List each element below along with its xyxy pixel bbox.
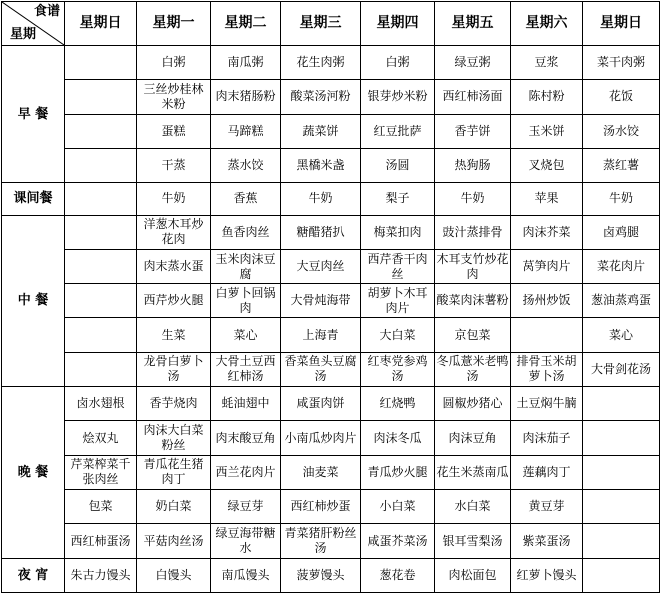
menu-cell (65, 318, 137, 352)
meal-row (2, 249, 660, 283)
menu-cell: 木耳支竹炒花肉 (435, 249, 511, 283)
day-header: 星期三 (281, 2, 361, 46)
day-header: 星期五 (435, 2, 511, 46)
menu-cell: 玉米饼 (511, 114, 583, 148)
meal-row (2, 80, 660, 114)
day-header: 星期六 (511, 2, 583, 46)
menu-cell: 肉末猪肠粉 (211, 80, 281, 114)
menu-cell: 梅菜扣肉 (361, 215, 435, 249)
menu-cell: 紫菜蛋汤 (511, 524, 583, 558)
menu-cell: 苹果 (511, 183, 583, 215)
menu-cell: 香蕉 (211, 183, 281, 215)
menu-cell (583, 455, 660, 489)
menu-cell (65, 80, 137, 114)
menu-cell: 红萝卜馒头 (511, 558, 583, 592)
menu-cell: 烩双丸 (65, 421, 137, 455)
meal-row (2, 114, 660, 148)
menu-cell: 酸菜汤河粉 (281, 80, 361, 114)
day-header: 星期日 (65, 2, 137, 46)
menu-cell: 糖醋猪扒 (281, 215, 361, 249)
day-header: 星期二 (211, 2, 281, 46)
menu-cell: 酸菜肉沫薯粉 (435, 284, 511, 318)
menu-cell: 花生米蒸南瓜 (435, 455, 511, 489)
menu-cell: 红豆批萨 (361, 114, 435, 148)
menu-cell: 汤水饺 (583, 114, 660, 148)
menu-cell: 西红柿蛋汤 (65, 524, 137, 558)
menu-cell: 包菜 (65, 490, 137, 524)
menu-cell: 上海青 (281, 318, 361, 352)
menu-cell: 葱花卷 (361, 558, 435, 592)
menu-cell: 西兰花肉片 (211, 455, 281, 489)
day-header: 星期一 (137, 2, 211, 46)
menu-cell: 菠萝馒头 (281, 558, 361, 592)
menu-cell: 干蒸 (137, 148, 211, 182)
menu-cell: 豆浆 (511, 46, 583, 80)
menu-cell: 卤水翅根 (65, 387, 137, 421)
menu-cell: 冬瓜薏米老鸭汤 (435, 352, 511, 386)
meal-row (2, 524, 660, 558)
menu-cell: 青瓜花生猪肉丁 (137, 455, 211, 489)
menu-cell: 蒸红薯 (583, 148, 660, 182)
menu-cell: 绿豆粥 (435, 46, 511, 80)
menu-cell: 生菜 (137, 318, 211, 352)
meal-row (2, 490, 660, 524)
menu-cell: 葱油蒸鸡蛋 (583, 284, 660, 318)
menu-cell (583, 524, 660, 558)
menu-cell: 白粥 (137, 46, 211, 80)
corner-label-weekday: 星期 (10, 27, 37, 42)
meal-label-supper: 夜 宵 (2, 558, 65, 592)
menu-cell: 红烧鸭 (361, 387, 435, 421)
menu-cell: 水白菜 (435, 490, 511, 524)
menu-cell: 南瓜粥 (211, 46, 281, 80)
menu-cell (65, 284, 137, 318)
menu-cell: 花生肉粥 (281, 46, 361, 80)
menu-cell: 绿豆芽 (211, 490, 281, 524)
menu-cell: 香菜鱼头豆腐汤 (281, 352, 361, 386)
menu-cell: 鱼香肉丝 (211, 215, 281, 249)
meal-row (2, 46, 660, 80)
menu-cell: 蒸水饺 (211, 148, 281, 182)
menu-cell: 大骨土豆西红柿汤 (211, 352, 281, 386)
header-row (2, 2, 660, 46)
menu-cell (65, 352, 137, 386)
menu-cell: 圆椒炒猪心 (435, 387, 511, 421)
menu-cell: 白粥 (361, 46, 435, 80)
menu-cell: 西红柿炒蛋 (281, 490, 361, 524)
menu-cell (583, 421, 660, 455)
menu-cell: 肉沫豆角 (435, 421, 511, 455)
weekly-menu-table (1, 1, 660, 593)
menu-cell: 大骨炖海带 (281, 284, 361, 318)
menu-cell: 绿豆海带糖水 (211, 524, 281, 558)
meal-row (2, 352, 660, 386)
menu-cell: 牛奶 (583, 183, 660, 215)
menu-cell: 扬州炒饭 (511, 284, 583, 318)
menu-cell (583, 490, 660, 524)
menu-body (2, 46, 660, 593)
meal-row (2, 421, 660, 455)
meal-row (2, 455, 660, 489)
menu-cell (511, 318, 583, 352)
menu-cell: 陈村粉 (511, 80, 583, 114)
menu-cell: 龙骨白萝卜汤 (137, 352, 211, 386)
menu-cell: 青瓜炒火腿 (361, 455, 435, 489)
day-header: 星期日 (583, 2, 660, 46)
menu-cell: 咸蛋芥菜汤 (361, 524, 435, 558)
menu-cell: 白馒头 (137, 558, 211, 592)
menu-cell: 黑橋米盏 (281, 148, 361, 182)
menu-cell: 肉松面包 (435, 558, 511, 592)
menu-cell: 小白菜 (361, 490, 435, 524)
menu-cell: 牛奶 (137, 183, 211, 215)
meal-label-snack: 课间餐 (2, 183, 65, 215)
meal-row (2, 148, 660, 182)
meal-label-lunch: 中 餐 (2, 215, 65, 387)
menu-cell: 胡萝卜木耳肉片 (361, 284, 435, 318)
menu-cell: 平菇肉丝汤 (137, 524, 211, 558)
menu-cell: 蚝油翅中 (211, 387, 281, 421)
menu-cell: 玉米肉沫豆腐 (211, 249, 281, 283)
menu-cell (583, 387, 660, 421)
menu-cell: 大豆肉丝 (281, 249, 361, 283)
menu-cell: 朱古力馒头 (65, 558, 137, 592)
menu-cell (65, 249, 137, 283)
corner-label-menu: 食谱 (33, 4, 60, 19)
menu-cell (65, 46, 137, 80)
menu-cell: 花饭 (583, 80, 660, 114)
menu-cell: 菜心 (583, 318, 660, 352)
menu-cell: 卤鸡腿 (583, 215, 660, 249)
menu-cell: 豉汁蒸排骨 (435, 215, 511, 249)
menu-cell: 牛奶 (435, 183, 511, 215)
meal-row (2, 558, 660, 592)
menu-cell: 汤圆 (361, 148, 435, 182)
menu-cell: 莲藕肉丁 (511, 455, 583, 489)
menu-cell: 排骨玉米胡萝卜汤 (511, 352, 583, 386)
menu-cell: 梨子 (361, 183, 435, 215)
menu-cell: 马蹄糕 (211, 114, 281, 148)
menu-cell: 肉沫茄子 (511, 421, 583, 455)
corner-cell (2, 2, 65, 46)
menu-cell: 黄豆芽 (511, 490, 583, 524)
menu-cell (65, 114, 137, 148)
menu-cell: 牛奶 (281, 183, 361, 215)
menu-cell: 大骨剑花汤 (583, 352, 660, 386)
day-header: 星期四 (361, 2, 435, 46)
menu-cell: 芹菜榨菜千张肉丝 (65, 455, 137, 489)
menu-cell: 咸蛋肉饼 (281, 387, 361, 421)
menu-cell: 肉末酸豆角 (211, 421, 281, 455)
menu-cell: 菜花肉片 (583, 249, 660, 283)
menu-cell: 热狗肠 (435, 148, 511, 182)
menu-cell: 香芋烧肉 (137, 387, 211, 421)
menu-cell: 三丝炒桂林米粉 (137, 80, 211, 114)
menu-cell: 肉沫大白菜粉丝 (137, 421, 211, 455)
menu-cell: 肉沫冬瓜 (361, 421, 435, 455)
menu-cell: 洋葱木耳炒花肉 (137, 215, 211, 249)
menu-cell: 青菜猪肝粉丝汤 (281, 524, 361, 558)
menu-cell: 菜干肉粥 (583, 46, 660, 80)
menu-cell: 红枣党参鸡汤 (361, 352, 435, 386)
menu-cell (583, 558, 660, 592)
menu-cell: 肉末蒸水蛋 (137, 249, 211, 283)
menu-cell: 莴笋肉片 (511, 249, 583, 283)
menu-cell: 油麦菜 (281, 455, 361, 489)
menu-cell: 大白菜 (361, 318, 435, 352)
meal-row (2, 215, 660, 249)
menu-cell: 银芽炒米粉 (361, 80, 435, 114)
menu-cell: 奶白菜 (137, 490, 211, 524)
menu-cell: 小南瓜炒肉片 (281, 421, 361, 455)
menu-cell: 香芋饼 (435, 114, 511, 148)
menu-cell: 西芹香干肉丝 (361, 249, 435, 283)
menu-cell (65, 148, 137, 182)
meal-label-dinner: 晚 餐 (2, 387, 65, 559)
menu-cell: 京包菜 (435, 318, 511, 352)
menu-cell (65, 215, 137, 249)
menu-cell: 叉烧包 (511, 148, 583, 182)
menu-cell: 西芹炒火腿 (137, 284, 211, 318)
menu-cell (65, 183, 137, 215)
menu-cell: 白萝卜回锅肉 (211, 284, 281, 318)
menu-cell: 菜心 (211, 318, 281, 352)
menu-cell: 西红柿汤面 (435, 80, 511, 114)
menu-cell: 肉沫芥菜 (511, 215, 583, 249)
menu-cell: 银耳雪梨汤 (435, 524, 511, 558)
menu-cell: 土豆焖牛腩 (511, 387, 583, 421)
meal-label-breakfast: 早 餐 (2, 46, 65, 183)
meal-row (2, 318, 660, 352)
meal-row (2, 387, 660, 421)
menu-cell: 蔬菜饼 (281, 114, 361, 148)
meal-row (2, 284, 660, 318)
menu-cell: 南瓜馒头 (211, 558, 281, 592)
menu-cell: 蛋糕 (137, 114, 211, 148)
meal-row (2, 183, 660, 215)
